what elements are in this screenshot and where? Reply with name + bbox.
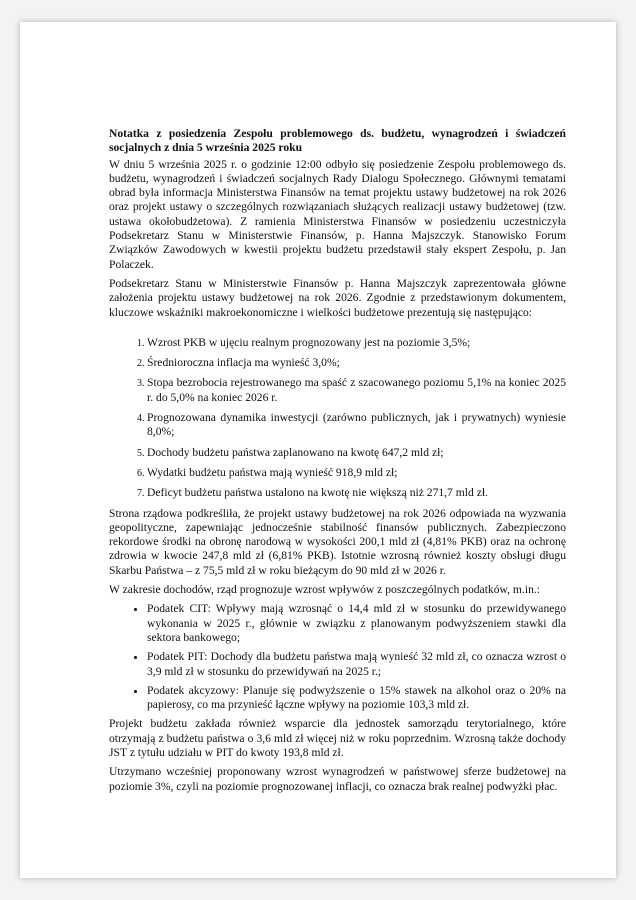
document-body: [109, 127, 566, 799]
list-item: 7. Deficyt budżetu państwa ustalono na kwotę nie większą niż 271,7 mld zł.: [147, 486, 566, 500]
list-item: 6. Wydatki budżetu państwa mają wynieść 918,9 mld zł;: [147, 466, 566, 480]
list-item: 3. Stopa bezrobocia rejestrowanego ma spaść z szacowanego poziomu 5,1% na koniec 2025 r. do 5,0% na koniec 2026 r.: [147, 376, 566, 405]
paragraph-middle-2: W zakresie dochodów, rząd prognozuje wzrost wpływów z poszczególnych podatków, m.in.:: [109, 583, 540, 597]
bullet-list: [109, 602, 566, 712]
bullet-item: • Podatek PIT: Dochody dla budżetu państwa mają wynieść 32 mld zł, co oznacza wzrost o 3,9 mld zł w stosunku do przewidywań na 2025 r.;: [147, 650, 566, 679]
list-item: 2. Średnioroczna inflacja ma wynieść 3,0%;: [147, 356, 566, 370]
list-item: 5. Dochody budżetu państwa zaplanowano na kwotę 647,2 mld zł;: [147, 446, 566, 460]
paragraph-middle-1: Strona rządowa podkreśliła, że projekt ustawy budżetowej na rok 2026 odpowiada na wyzwania geopolityczne, zapewniając jednocześnie stabilność finansów publicznych. Zabezpieczono rekordowe środki na obronę narodową w wysokości 200,1 mld zł (4,81% PKB) oraz na ochronę zdrowia w kwocie 247,8 mld zł (6,81% PKB). Istotnie wzrosną również koszty obsługi długu Skarbu Państwa – z 75,5 mld zł w roku bieżącym do 90 mld zł w 2026 r.: [109, 506, 566, 577]
document-page: [20, 22, 616, 878]
paragraph-intro-2: Podsekretarz Stanu w Ministerstwie Finansów p. Hanna Majszczyk zaprezentowała główne założenia projektu ustawy budżetowej na rok 2026. Zgodnie z przedstawionym dokumentem, kluczowe wskaźniki makroekonomiczne i wielkości budżetowe prezentują się następująco:: [109, 276, 566, 319]
bullet-item: • Podatek CIT: Wpływy mają wzrosnąć o 14,4 mld zł w stosunku do przewidywanego wykonania w 2025 r., głównie w związku z planowanym podwyższeniem stawki dla sektora bankowego;: [147, 602, 566, 645]
list-item: 1. Wzrost PKB w ujęciu realnym prognozowany jest na poziomie 3,5%;: [147, 336, 566, 350]
paragraph-intro-1: W dniu 5 września 2025 r. o godzinie 12:00 odbyło się posiedzenie Zespołu problemowego ds. budżetu, wynagrodzeń i świadczeń socjalnych Rady Dialogu Społecznego. Głównymi tematami obrad była informacja Ministerstwa Finansów na temat projektu ustawy budżetowej na rok 2026 oraz projekt ustawy o szczególnych rozwiązaniach służących realizacji ustawy budżetowej (tzw. ustawa okołobudżetowa). Z ramienia Ministerstwa Finansów w posiedzeniu uczestniczyła Podsekretarz Stanu w Ministerstwie Finansów, p. Hanna Majszczyk. Stanowisko Forum Związków Zawodowych w kwestii projektu budżetu przedstawił stały ekspert Zespołu, p. Jan Polaczek.: [109, 157, 566, 271]
list-item: 4. Prognozowana dynamika inwestycji (zarówno publicznych, jak i prywatnych) wyniesie 8,0%;: [147, 411, 566, 440]
document-title: Notatka z posiedzenia Zespołu problemowego ds. budżetu, wynagrodzeń i świadczeń socjalnych z dnia 5 września 2025 roku: [109, 127, 566, 155]
paragraph-end-2: Utrzymano wcześniej proponowany wzrost wynagrodzeń w państwowej sferze budżetowej na poziomie 3%, czyli na poziomie prognozowanej inflacji, co oznacza brak realnej podwyżki płac.: [109, 765, 566, 793]
numbered-list: [109, 336, 566, 501]
bullet-item: • Podatek akcyzowy: Planuje się podwyższenie o 15% stawek na alkohol oraz o 20% na papierosy, co ma przynieść łączne wpływy na poziomie 103,3 mld zł.: [147, 684, 566, 713]
paragraph-end-1: Projekt budżetu zakłada również wsparcie dla jednostek samorządu terytorialnego, które otrzymają z budżetu państwa o 3,6 mld zł więcej niż w roku poprzednim. Wzrosną także dochody JST z tytułu udziału w PIT do kwoty 193,8 mld zł.: [109, 717, 566, 759]
